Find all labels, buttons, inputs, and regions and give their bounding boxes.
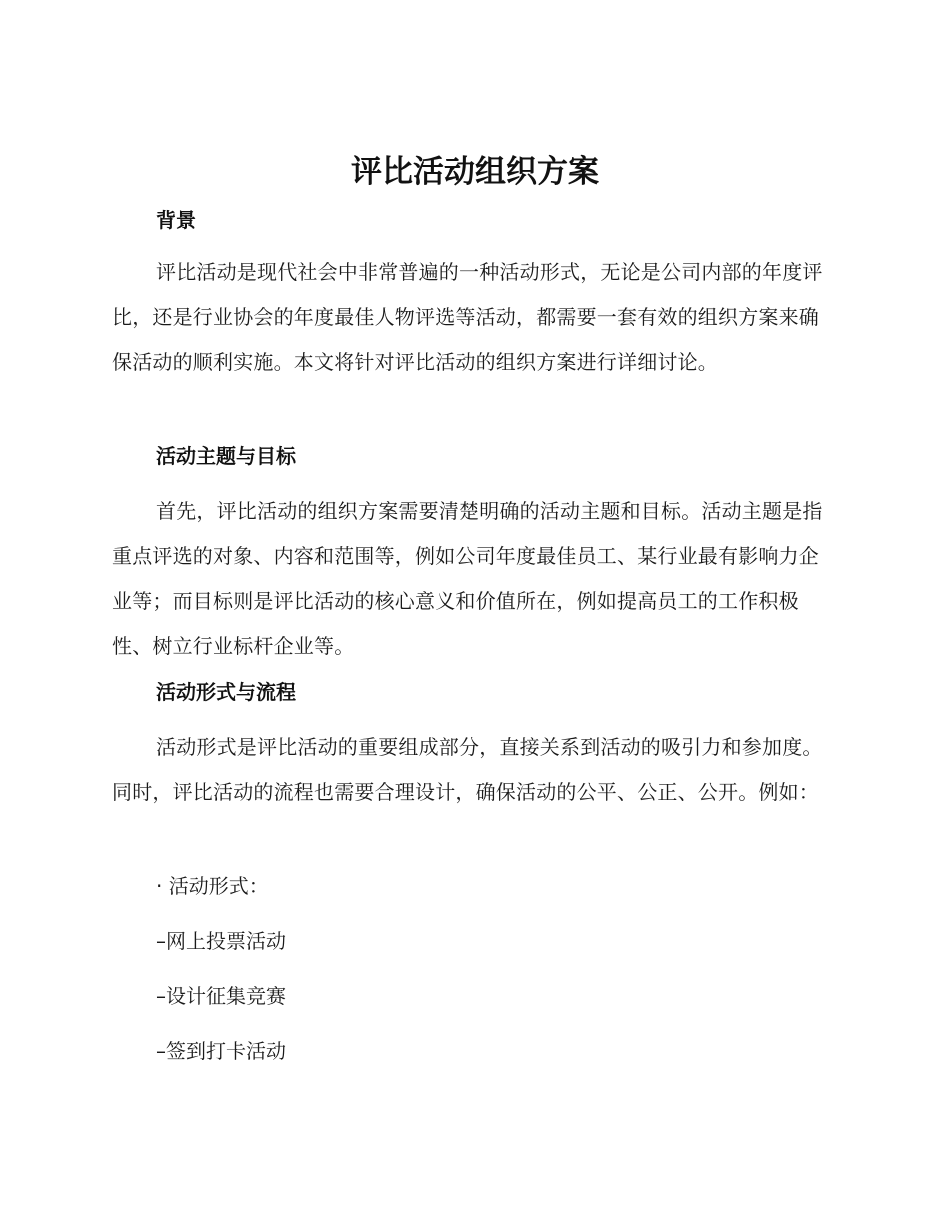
paragraph-theme-goals: 首先，评比活动的组织方案需要清楚明确的活动主题和目标。活动主题是指重点评选的对象、内容和范围等，例如公司年度最佳员工、某行业最有影响力企业等；而目标则是评比活动的核心意义和价值所在，例如提高员工的工作积极性、树立行业标杆企业等。	[112, 499, 823, 658]
section-heading-theme-goals: 活动主题与目标	[156, 444, 296, 468]
paragraph-format-process: 活动形式是评比活动的重要组成部分，直接关系到活动的吸引力和参加度。同时，评比活动的流程也需要合理设计，确保活动的公平、公正、公开。例如：	[112, 735, 823, 804]
list-item: –设计征集竞赛	[156, 984, 286, 1008]
list-heading-activity-format: · 活动形式：	[156, 874, 269, 898]
paragraph-background: 评比活动是现代社会中非常普遍的一种活动形式，无论是公司内部的年度评比，还是行业协会的年度最佳人物评选等活动，都需要一套有效的组织方案来确保活动的顺利实施。本文将针对评比活动的组织方案进行详细讨论。	[112, 260, 823, 374]
document-title: 评比活动组织方案	[351, 154, 599, 190]
list-item: –签到打卡活动	[156, 1039, 286, 1063]
section-heading-format-process: 活动形式与流程	[156, 680, 296, 704]
section-heading-background: 背景	[156, 208, 196, 232]
list-item: –网上投票活动	[156, 929, 286, 953]
